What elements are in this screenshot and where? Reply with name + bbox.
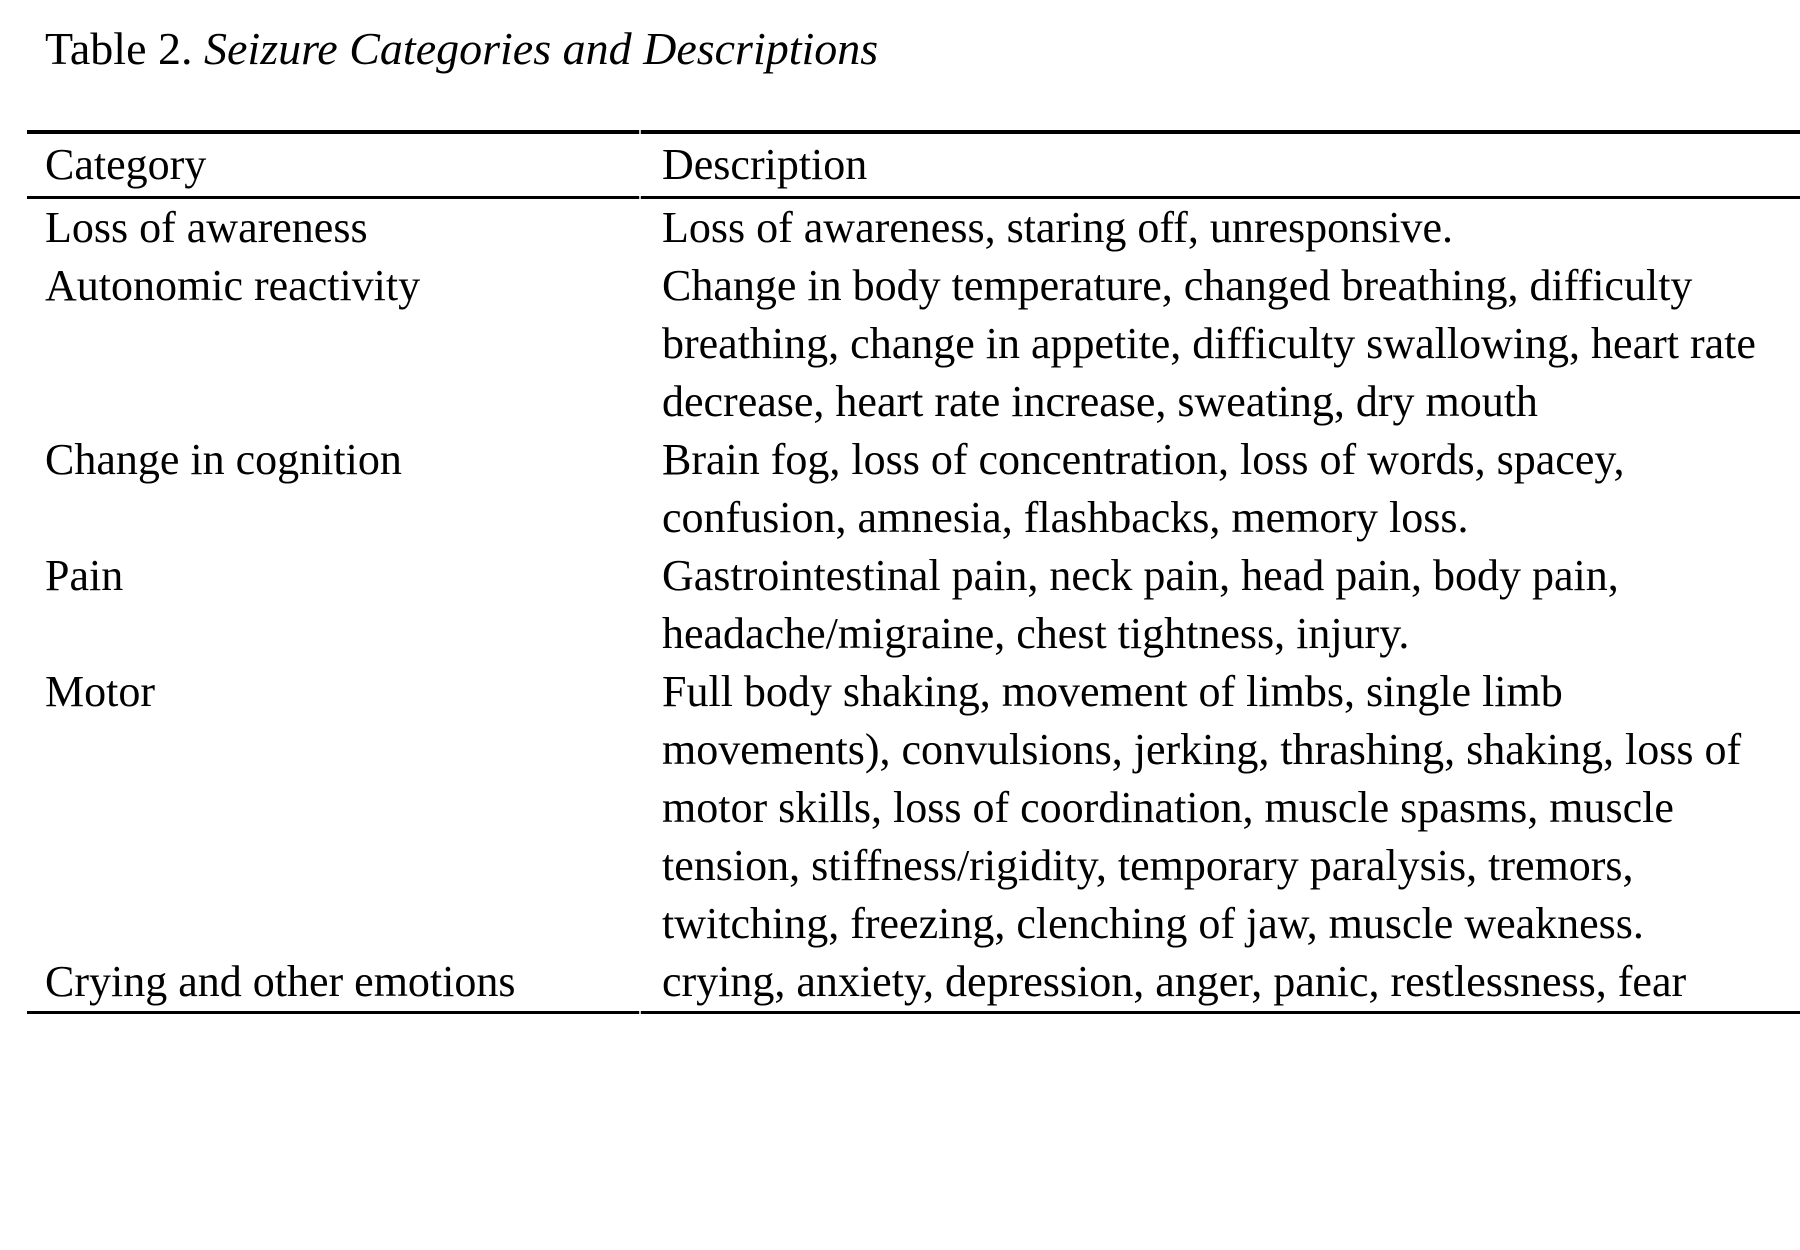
description-cell: Brain fog, loss of concentration, loss of words, spacey, confusion, amnesia, flashbacks, memory loss.: [662, 435, 1625, 542]
description-cell: Loss of awareness, staring off, unresponsive.: [662, 203, 1454, 252]
category-cell: Autonomic reactivity: [45, 261, 421, 310]
category-cell: Crying and other emotions: [45, 957, 516, 1006]
table-row: [27, 199, 1800, 257]
description-cell: crying, anxiety, depression, anger, panic, restlessness, fear: [662, 957, 1687, 1006]
table-row: [27, 953, 1800, 1011]
table-body: [27, 199, 1800, 1011]
column-header-description: Description: [662, 140, 868, 189]
column-divider-seam: [639, 196, 641, 199]
description-cell: Change in body temperature, changed breathing, difficulty breathing, change in appetite, difficulty swallowing, heart rate decrease, heart rate increase, sweating, dry mouth: [662, 261, 1756, 426]
table-caption-title: Seizure Categories and Descriptions: [204, 23, 879, 74]
column-divider-seam: [639, 1011, 641, 1014]
table-row: [27, 431, 1800, 547]
table-header-row: [27, 134, 1800, 199]
seizure-categories-table: [27, 130, 1800, 1014]
table-caption: [45, 20, 878, 78]
category-cell: Pain: [45, 551, 124, 600]
table-row: [27, 257, 1800, 431]
table-caption-label: Table 2.: [45, 23, 205, 74]
category-cell: Change in cognition: [45, 435, 402, 484]
category-cell: Motor: [45, 667, 155, 716]
table-row: [27, 663, 1800, 953]
table-row: [27, 547, 1800, 663]
column-header-category: Category: [45, 140, 207, 189]
description-cell: Gastrointestinal pain, neck pain, head pain, body pain, headache/migraine, chest tightness, injury.: [662, 551, 1619, 658]
description-cell: Full body shaking, movement of limbs, single limb movements), convulsions, jerking, thrashing, shaking, loss of motor skills, loss of coordination, muscle spasms, muscle tension, stiffness/rigidity, temporary paralysis, tremors, twitching, freezing, clenching of jaw, muscle weakness.: [662, 667, 1742, 948]
category-cell: Loss of awareness: [45, 203, 368, 252]
column-divider-seam: [639, 130, 641, 134]
